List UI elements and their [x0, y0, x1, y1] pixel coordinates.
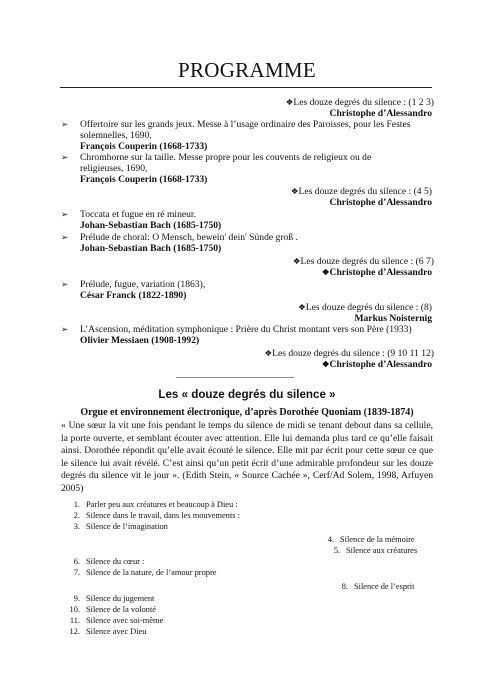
degree-number: 4.	[327, 535, 334, 544]
degree-text: Silence du jugement	[86, 594, 155, 603]
degree-number: 3.	[73, 522, 80, 531]
degree-item-3	[62, 522, 168, 532]
degree-item-7	[62, 568, 216, 578]
degree-text: Silence de l’imagination	[86, 522, 168, 531]
degree-item-11	[62, 616, 163, 626]
degree-text: Silence de la nature, de l’amour propre	[86, 568, 217, 577]
silence-entry-4	[292, 302, 432, 313]
degree-item-4	[316, 535, 415, 545]
performer-2: Christophe d’Alessandro	[329, 197, 432, 208]
performer-3	[316, 267, 432, 278]
degree-number: 11.	[69, 616, 80, 625]
degree-number: 6.	[73, 557, 80, 566]
degree-text: Silence avec soi-même	[86, 616, 164, 625]
degree-text: Silence de la volonté	[86, 605, 157, 614]
degree-text: Silence du cœur :	[86, 557, 145, 566]
piece-2-line-2: religieuses, 1690,	[80, 163, 148, 174]
silence-entry-2-text: Les douze degrés du silence : (4 5)	[298, 186, 432, 197]
title-underline	[60, 87, 432, 88]
arrow-bullet-icon: ➢	[61, 209, 69, 219]
degree-number: 12.	[69, 627, 80, 636]
piece-1-line-1: Offertoire sur les grands jeux. Messe à l’usage ordinaire des Paroisses, pour les Festes	[80, 119, 411, 130]
arrow-bullet-icon: ➢	[61, 232, 69, 242]
section-divider	[176, 377, 294, 378]
diamond-bullet-icon: ❖	[321, 267, 330, 277]
degree-number: 10.	[69, 605, 80, 614]
piece-1-line-2: solemnelles, 1690,	[80, 130, 152, 141]
degree-item-2	[62, 511, 240, 521]
composer-messiaen: Olivier Messiaen (1908-1992)	[80, 335, 200, 346]
composer-couperin-2: François Couperin (1668-1733)	[80, 174, 208, 185]
composer-bach-2: Johan-Sebastian Bach (1685-1750)	[80, 243, 222, 254]
degree-text: Silence dans le travail, dans les mouvements :	[86, 511, 240, 520]
diamond-bullet-icon: ❖	[298, 302, 306, 312]
diamond-bullet-icon: ❖	[285, 97, 294, 107]
composer-franck: César Franck (1822-1890)	[80, 290, 187, 301]
degree-item-5	[322, 546, 417, 556]
silence-entry-3-text: Les douze degrés du silence : (6 7)	[300, 256, 434, 267]
arrow-bullet-icon: ➢	[61, 279, 69, 289]
silence-entry-5	[258, 348, 434, 359]
performer-5-text: Christophe d’Alessandro	[329, 359, 432, 370]
composer-couperin-1: François Couperin (1668-1733)	[80, 141, 208, 152]
section-heading: Les « douze degrés du silence »	[158, 388, 336, 401]
silence-entry-3	[287, 256, 434, 267]
degree-item-1	[62, 500, 238, 510]
piece-5: Prélude, fugue, variation (1863),	[80, 279, 206, 290]
degree-number: 7.	[73, 568, 80, 577]
degree-item-12	[62, 627, 146, 637]
piece-3: Toccata et fugue en ré mineur.	[80, 209, 196, 220]
performer-5	[316, 359, 432, 370]
degree-text: Silence aux créatures	[346, 546, 418, 555]
arrow-bullet-icon: ➢	[61, 152, 69, 162]
section-quote: « Une sœur la vit une fois pendant le temps du silence de midi se tenant debout dans sa cellule, la porte ouverte, et semblant écouter avec attention. Elle lui demanda plus tard ce qu’elle faisait ainsi. Dorothée répondit qu’elle avait écouté le silence. Elle mit par écrit pour cette sœur ce que le silence lui avait révélé. C’est ainsi qu’un petit écrit d’une admirable profondeur sur les douze degrés du silence vit le jour ». (Edith Stein, « Source Cachée », Cerf/Ad Solem, 1998, Arfuyen 2005)	[61, 420, 433, 494]
diamond-bullet-icon: ❖	[264, 348, 273, 358]
diamond-bullet-icon: ❖	[321, 359, 330, 369]
degree-text: Silence avec Dieu	[86, 627, 147, 636]
degree-text: Silence de la mémoire	[340, 535, 415, 544]
arrow-bullet-icon: ➢	[61, 119, 69, 129]
piece-6: L’Ascension, méditation symphonique : Prière du Christ montant vers son Père (1933)	[80, 324, 412, 335]
degree-item-9	[62, 594, 154, 604]
arrow-bullet-icon: ➢	[61, 324, 69, 334]
section-subheading: Orgue et environnement électronique, d’après Dorothée Quoniam (1839-1874)	[80, 407, 414, 418]
silence-entry-1-text: Les douze degrés du silence : (1 2 3)	[293, 97, 434, 108]
diamond-bullet-icon: ❖	[292, 256, 301, 266]
degree-number: 2.	[73, 511, 80, 520]
silence-entry-1	[279, 97, 434, 108]
degree-text: Silence de l’esprit	[354, 582, 415, 591]
silence-entry-2	[285, 186, 432, 197]
degree-number: 5.	[333, 546, 340, 555]
page-title: PROGRAMME	[177, 58, 317, 82]
composer-bach-1: Johan-Sebastian Bach (1685-1750)	[80, 220, 222, 231]
performer-4: Markus Noisternig	[354, 313, 432, 324]
degree-number: 9.	[73, 594, 80, 603]
performer-1: Christophe d’Alessandro	[329, 108, 432, 119]
piece-2-line-1: Chromhorne sur la taille. Messe propre pour les couvents de religieux ou de	[80, 152, 372, 163]
degree-item-8	[330, 582, 414, 592]
performer-3-text: Christophe d’Alessandro	[329, 267, 432, 278]
degree-number: 1.	[73, 500, 80, 509]
silence-entry-4-text: Les douze degrés du silence : (8)	[305, 302, 432, 313]
degree-number: 8.	[341, 582, 348, 591]
degree-item-10	[62, 605, 156, 615]
degree-item-6	[62, 557, 144, 567]
piece-4: Prélude de choral: O Mensch, bewein' dein' Sünde groß .	[80, 232, 298, 243]
silence-entry-5-text: Les douze degrés du silence : (9 10 11 12)	[272, 348, 434, 359]
degree-text: Parler peu aux créatures et beaucoup à Dieu :	[86, 500, 238, 509]
diamond-bullet-icon: ❖	[290, 186, 299, 196]
